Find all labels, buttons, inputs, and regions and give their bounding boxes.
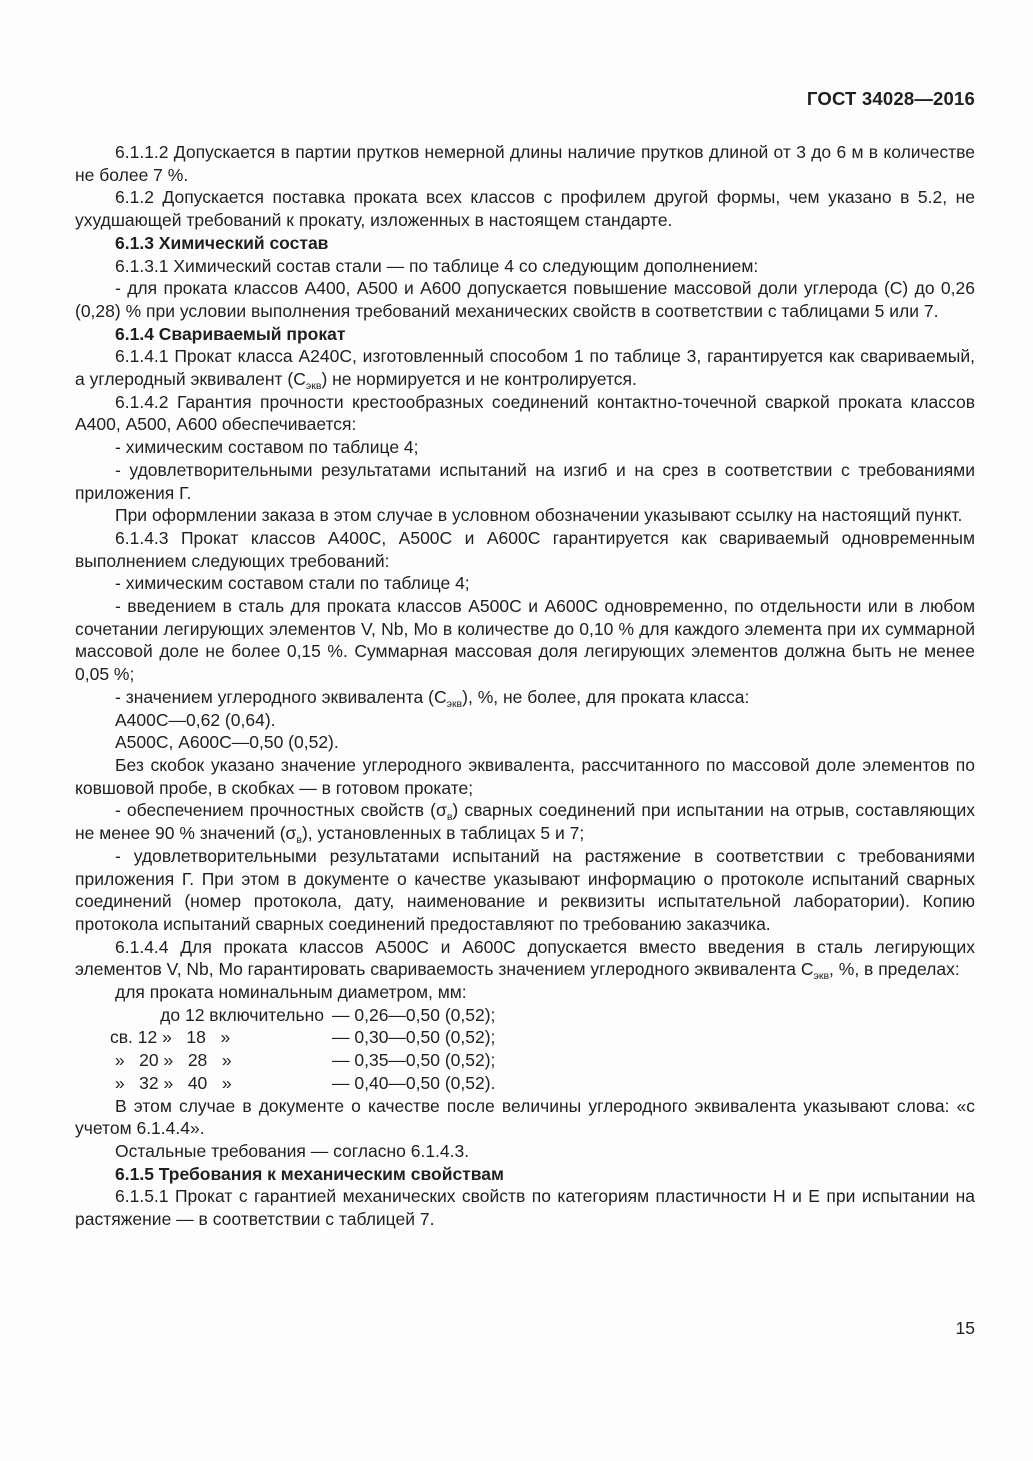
paragraph: - удовлетворительными результатами испытаний на растяжение в соответствии с требованиями приложения Г. При этом в документе о качестве указывают информацию о протоколе испытаний сварных соединений (номер протокола, дату, наименование и реквизиты испытательной лаборатории). Копию протокола испытаний сварных соединений предоставляют по требованию заказчика. bbox=[75, 845, 975, 934]
paragraph: 6.1.1.2 Допускается в партии прутков немерной длины наличие прутков длиной от 3 до 6 м в количестве не более 7 %. bbox=[75, 142, 975, 185]
subscript: экв bbox=[305, 380, 322, 393]
paragraph: 6.1.3.1 Химический состав стали — по таблице 4 со следующим дополнением: bbox=[115, 255, 759, 276]
paragraph: - удовлетворительными результатами испытаний на изгиб и на срез в соответствии с требованиями приложения Г. bbox=[75, 459, 975, 503]
paragraph: - химическим составом по таблице 4; bbox=[115, 437, 419, 458]
paragraph: 6.1.4.3 Прокат классов А400С, А500С и А600С гарантируется как свариваемый одновременным выполнением следующих требований: bbox=[75, 527, 975, 571]
paragraph: Остальные требования — согласно 6.1.4.3. bbox=[115, 1140, 470, 1161]
paragraph: - для проката классов А400, А500 и А600 допускается повышение массовой доли углерода (С) до 0,26 (0,28) % при условии выполнения требований механических свойств в соответствии с таблицами 5 или 7. bbox=[75, 278, 975, 321]
subscript: экв bbox=[813, 970, 830, 983]
carbon-equivalent-value: — 0,26—0,50 (0,52); bbox=[332, 1004, 496, 1025]
paragraph: При оформлении заказа в этом случае в условном обозначении указывают ссылку на настоящий пункт. bbox=[115, 505, 963, 526]
diameter-range-line bbox=[110, 1049, 975, 1072]
carbon-equivalent-value: — 0,40—0,50 (0,52). bbox=[332, 1072, 496, 1093]
paragraph: 6.1.5.1 Прокат с гарантией механических свойств по категориям пластичности Н и Е при испытании на растяжение — в соответствии с таблицей 7. bbox=[75, 1186, 975, 1230]
diameter-range-line bbox=[110, 1004, 975, 1027]
document-body bbox=[75, 141, 975, 1231]
diameter-range: » 32 » 40 » bbox=[110, 1072, 232, 1093]
carbon-equivalent-value: — 0,35—0,50 (0,52); bbox=[332, 1050, 496, 1071]
diameter-range: » 20 » 28 » bbox=[110, 1050, 232, 1071]
paragraph: 6.1.4.2 Гарантия прочности крестообразных соединений контактно-точечной сваркой проката классов А400, А500, А600 обеспечивается: bbox=[75, 391, 975, 435]
paragraph: - введением в сталь для проката классов А500С и А600С одновременно, по отдельности или в любом сочетании легирующих элементов V, Nb, Mo в количестве до 0,10 % для каждого элемента при их суммарной массовой доле не более 0,15 %. Суммарная массовая доля легирующих элементов должна быть не менее 0,05 %; bbox=[75, 596, 975, 685]
paragraph: А500С, А600С—0,50 (0,52). bbox=[115, 732, 339, 753]
subscript: экв bbox=[446, 697, 463, 710]
diameter-range: до 12 включительно bbox=[160, 1004, 324, 1025]
section-heading: 6.1.4 Свариваемый прокат bbox=[115, 323, 346, 344]
diameter-range: св. 12 » 18 » bbox=[110, 1027, 231, 1048]
paragraph: - химическим составом стали по таблице 4; bbox=[115, 573, 470, 594]
document-number-header: ГОСТ 34028—2016 bbox=[806, 88, 975, 109]
paragraph: 6.1.4.4 Для проката классов А500С и А600С допускается вместо введения в сталь легирующих элементов V, Nb, Mo гарантировать свариваемость значением углеродного эквивалента $С_{экв}$, %, в пределах: bbox=[75, 936, 975, 983]
section-heading: 6.1.3 Химический состав bbox=[115, 232, 329, 253]
paragraph: - обеспечением прочностных свойств $(\sigma_в)$ сварных соединений при испытании на отрыв, составляющих не менее 90 % значений $(\sigma_в)$, установленных в таблицах 5 и 7; bbox=[75, 800, 975, 847]
paragraph: А400С—0,62 (0,64). bbox=[115, 709, 276, 730]
page-number: 15 bbox=[955, 1318, 975, 1338]
paragraph: Без скобок указано значение углеродного эквивалента, рассчитанного по массовой доле элементов по ковшовой пробе, в скобках — в готовом прокате; bbox=[75, 754, 975, 798]
subscript: в bbox=[446, 811, 453, 824]
carbon-equivalent-value: — 0,30—0,50 (0,52); bbox=[332, 1027, 496, 1048]
diameter-range-line bbox=[110, 1026, 975, 1049]
diameter-range-line bbox=[110, 1072, 975, 1095]
subscript: в bbox=[296, 834, 302, 847]
diameter-range-list bbox=[110, 1004, 975, 1095]
paragraph: - значением углеродного эквивалента $(С_{экв})$, %, не более, для проката класса: bbox=[115, 686, 750, 710]
paragraph: для проката номинальным диаметром, мм: bbox=[115, 982, 467, 1003]
section-heading: 6.1.5 Требования к механическим свойствам bbox=[115, 1163, 504, 1184]
paragraph: 6.1.2 Допускается поставка проката всех классов с профилем другой формы, чем указано в 5.2, не ухудшающей требований к прокату, изложенных в настоящем стандарте. bbox=[75, 187, 975, 231]
paragraph: В этом случае в документе о качестве после величины углеродного эквивалента указывают слова: «с учетом 6.1.4.4». bbox=[75, 1095, 975, 1139]
paragraph: 6.1.4.1 Прокат класса А240С, изготовленный способом 1 по таблице 3, гарантируется как свариваемый, а углеродный эквивалент $(С_{экв})$ не нормируется и не контролируется. bbox=[75, 346, 975, 393]
